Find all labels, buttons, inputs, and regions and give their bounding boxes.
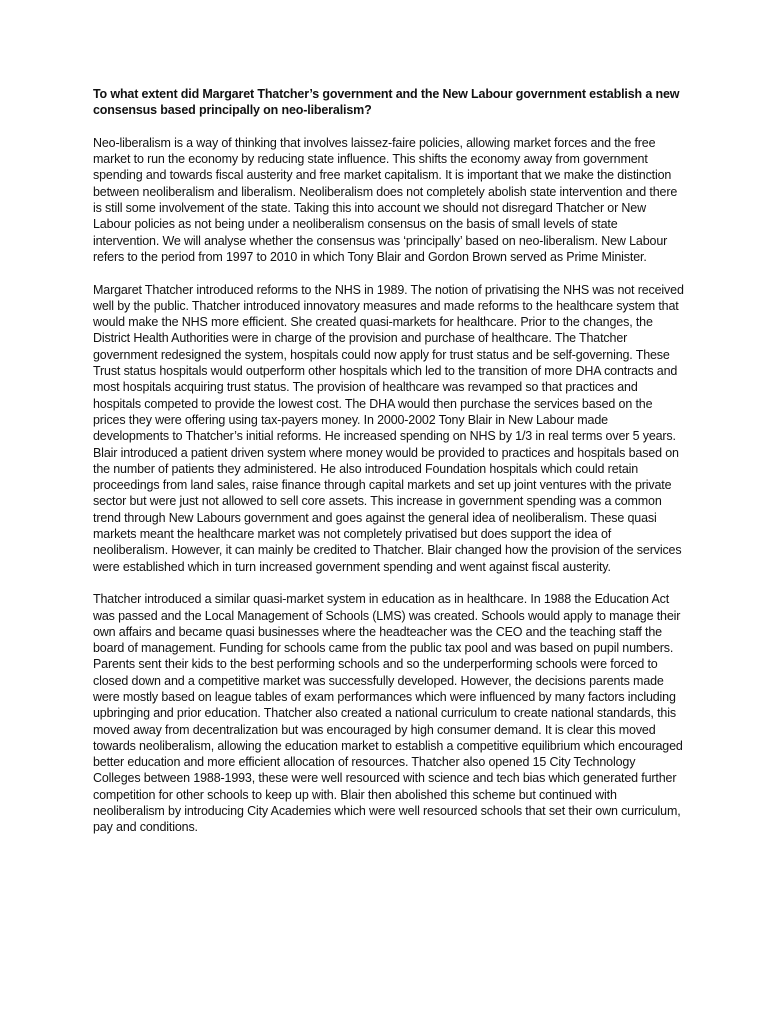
paragraph-healthcare: Margaret Thatcher introduced reforms to the NHS in 1989. The notion of privatising the NHS was not received well by the public. Thatcher introduced innovatory measures and made reforms to the healthcare system that would make the NHS more efficient. She created quasi-markets for healthcare. Prior to the changes, the District Health Authorities were in charge of the provision and purchase of healthcare. The Thatcher government redesigned the system, hospitals could now apply for trust status and be self-governing. These Trust status hospitals would outperform other hospitals which led to the transition of more DHA contracts and most hospitals acquiring trust status. The provision of healthcare was revamped so that practices and hospitals competed to provide the lowest cost. The DHA would then purchase the services based on the prices they were offering using tax-payers money. In 2000-2002 Tony Blair in New Labour made developments to Thatcher’s initial reforms. He increased spending on NHS by 1/3 in real terms over 5 years. Blair introduced a patient driven system where money would be provided to practices and hospitals based on the number of patients they administered. He also introduced Foundation hospitals which could retain proceedings from land sales, raise finance through capital markets and set up joint ventures with the private sector but were just not allowed to sell core assets. This increase in government spending was a common trend through New Labours government and goes against the general idea of neoliberalism. These quasi markets meant the healthcare market was not completely privatised but does support the idea of neoliberalism. However, it can mainly be credited to Thatcher. Blair changed how the provision of the services were established which in turn increased government spending and went against fiscal austerity. [93,282,684,574]
paragraph-education: Thatcher introduced a similar quasi-market system in education as in healthcare. In 1988 the Education Act was passed and the Local Management of Schools (LMS) was created. Schools would apply to manage their own affairs and became quasi businesses where the headteacher was the CEO and the teaching staff the board of management. Funding for schools came from the public tax pool and was based on pupil numbers. Parents sent their kids to the best performing schools and so the underperforming schools were forced to closed down and a competitive market was successfully developed. However, the decisions parents made were mostly based on league tables of exam performances which were influenced by many factors including upbringing and prior education. Thatcher also created a national curriculum to create national standards, this moved away from decentralization but was encouraged by high consumer demand. It is clear this moved towards neoliberalism, allowing the education market to establish a competitive equilibrium which encouraged better education and more efficient allocation of resources. Thatcher also opened 15 City Technology Colleges between 1988-1993, these were well resourced with science and tech bias which generated further competition for other schools to keep up with. Blair then abolished this scheme but continued with neoliberalism by introducing City Academies which were well resourced schools that set their own curriculum, pay and conditions. [93,592,683,835]
essay-title: To what extent did Margaret Thatcher’s government and the New Labour government establish a new consensus based principally on neo-liberalism? [93,87,680,118]
paragraph-introduction: Neo-liberalism is a way of thinking that involves laissez-faire policies, allowing market forces and the free market to run the economy by reducing state influence. This shifts the economy away from government spending and towards fiscal austerity and free market capitalism. It is important that we make the distinction between neoliberalism and liberalism. Neoliberalism does not completely abolish state intervention and there is still some involvement of the state. Taking this into account we should not disregard Thatcher or New Labour policies as not being under a neoliberalism consensus on the basis of small levels of state intervention. We will analyse whether the consensus was ‘principally’ based on neo-liberalism. New Labour refers to the period from 1997 to 2010 in which Tony Blair and Gordon Brown served as Prime Minister. [93,135,678,264]
document-page [93,86,685,852]
